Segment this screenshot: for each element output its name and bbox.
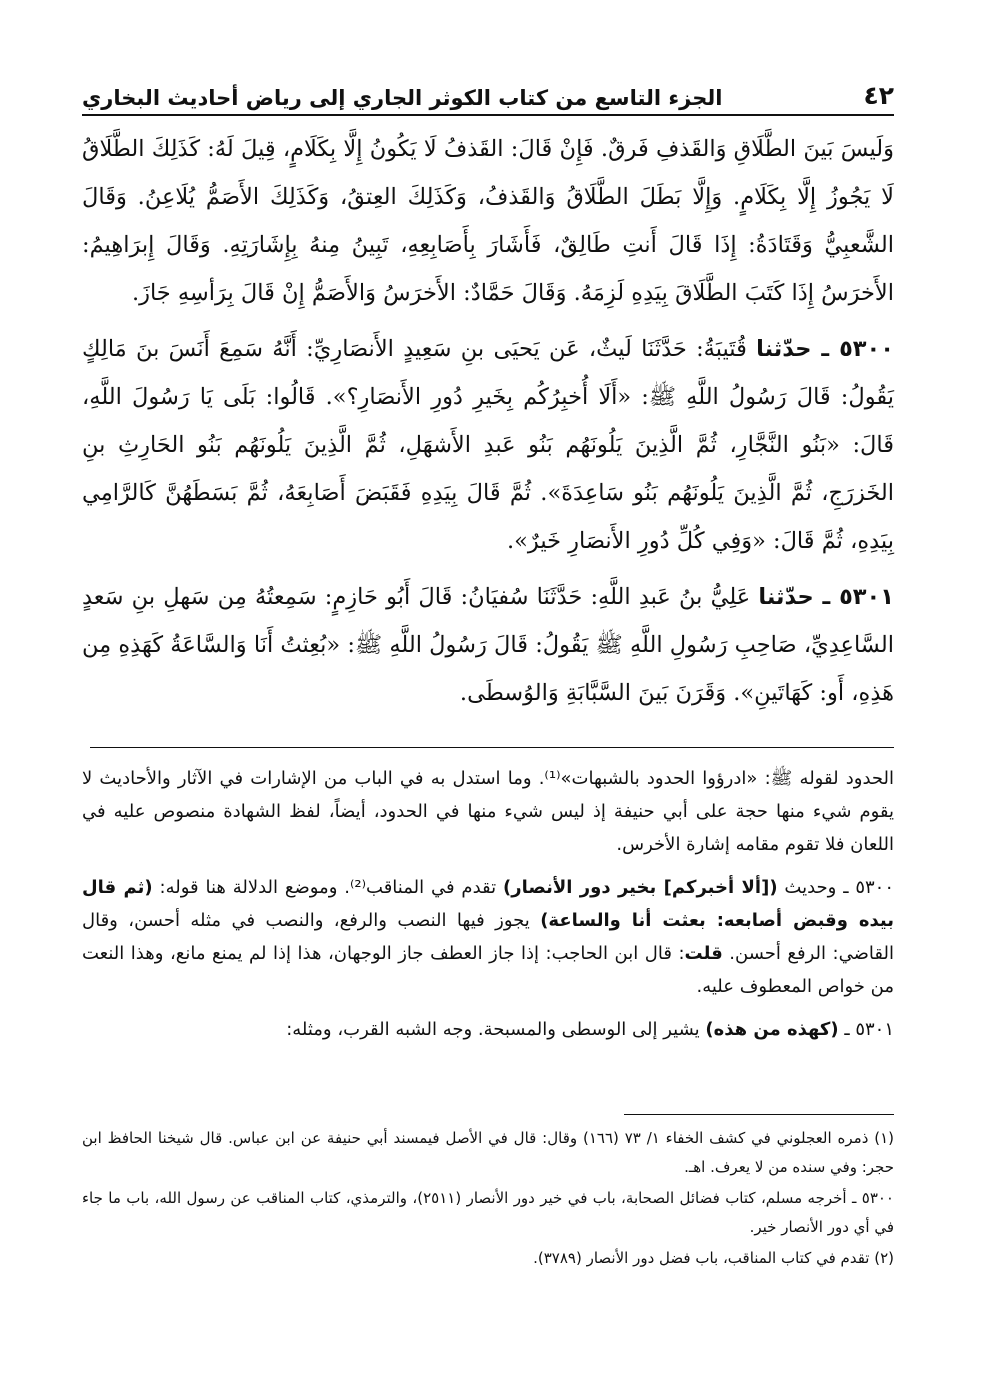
page-header <box>82 70 894 116</box>
commentary-text: يشير إلى الوسطى والمسبحة. وجه الشبه القرب، ومثله: <box>286 1019 706 1040</box>
commentary-text: تقدم في المناقب⁽²⁾. وموضع الدلالة هنا قوله: <box>152 877 503 898</box>
main-divider <box>90 747 894 748</box>
footnote: (١) ذمره العجلوني في كشف الخفاء ١/ ٧٣ (١٦٦) وقال: قال في الأصل فيمسند أبي حنيفة عن ابن عباس. قال شيخنا الحافظ ابن حجر: وفي سنده من لا يعرف. اهـ. <box>82 1129 895 1176</box>
page-number: ٤٢ <box>863 81 894 110</box>
commentary-text: يجوز فيها النصب والرفع، والنصب في مثله أحسن، وقال القاضي: الرفع أحسن. <box>82 910 894 964</box>
commentary-quote: (ثم قال بيده وقبض أصابعه: بعثت أنا والساعة) <box>82 877 894 931</box>
hadith-number: ٥٣٠٠ ـ حدّثنا <box>756 336 894 362</box>
footnote-divider <box>624 1114 894 1115</box>
commentary-paragraph <box>82 1013 894 1046</box>
hadith-number: ٥٣٠١ ـ حدّثنا <box>758 584 894 610</box>
hadith-text: عَلِيُّ بنُ عَبدِ اللَّهِ: حَدَّثَنَا سُفيَانُ: قَالَ أَبُو حَازِمٍ: سَمِعتُهُ مِن سَهلِ بنِ سَعدٍ السَّاعِدِيِّ، صَاحِبِ رَسُولِ اللَّهِ ﷺ يَقُولُ: قَالَ رَسُولُ اللَّهِ ﷺ: «بُعِثتُ أَنَا وَالسَّاعَةُ كَهَذِهِ مِن هَذِهِ، أَو: كَهَاتَينِ». وَقَرَنَ بَينَ السَّبَّابَةِ وَالوُسطَى. <box>82 584 894 706</box>
commentary-paragraph <box>82 871 894 1003</box>
hadith-5300 <box>82 325 894 565</box>
commentary-quote: (كهذه من هذه) <box>705 1019 839 1040</box>
footnote: (٢) تقدم في كتاب المناقب، باب فضل دور الأنصار (٣٧٨٩). <box>533 1249 894 1267</box>
main-text <box>82 125 894 725</box>
commentary-paragraph: الحدود لقوله ﷺ: «ادرؤوا الحدود بالشبهات»⁽¹⁾. وما استدل به في الباب من الإشارات في الآثار والأحاديث لا يقوم شيء منها حجة على أبي حنيفة إذ ليس شيء منها في الحدود، أيضاً، لفظ الشهادة منصوص عليه في اللعان فلا تقوم مقامه إشارة الأخرس. <box>82 768 894 855</box>
commentary-text: ٥٣٠٠ ـ وحديث <box>777 877 895 898</box>
running-title: الجزء التاسع من كتاب الكوثر الجاري إلى رياض أحاديث البخاري <box>82 86 723 110</box>
commentary-text: ٥٣٠١ ـ <box>838 1019 894 1040</box>
commentary <box>82 762 894 1056</box>
commentary-quote: ([ألا أخبركم] بخير دور الأنصار) <box>502 877 778 898</box>
footnote: ٥٣٠٠ ـ أخرجه مسلم، كتاب فضائل الصحابة، باب في خير دور الأنصار (٢٥١١)، والترمذي، كتاب المناقب عن رسول الله، باب ما جاء في أي دور الأنصار خير. <box>82 1189 894 1236</box>
hadith-5301 <box>82 573 894 717</box>
hadith-text: قُتَيبَةُ: حَدَّثَنَا لَيثٌ، عَن يَحيَى بنِ سَعِيدٍ الأَنصَارِيِّ: أَنَّهُ سَمِعَ أَنَسَ بنَ مَالِكٍ يَقُولُ: قَالَ رَسُولُ اللَّهِ ﷺ: «أَلَا أُخبِرُكُم بِخَيرِ دُورِ الأَنصَارِ؟». قَالُوا: بَلَى يَا رَسُولَ اللَّهِ، قَالَ: «بَنُو النَّجَّارِ، ثُمَّ الَّذِينَ يَلُونَهُم بَنُو عَبدِ الأَشهَلِ، ثُمَّ الَّذِينَ يَلُونَهُم بَنُو الحَارِثِ بنِ الخَزرَجِ، ثُمَّ الَّذِينَ يَلُونَهُم بَنُو سَاعِدَةَ». ثُمَّ قَالَ بِيَدِهِ فَقَبَضَ أَصَابِعَهُ، ثُمَّ بَسَطَهُنَّ كَالرَّامِي بِيَدِهِ، ثُمَّ قَالَ: «وَفِي كُلِّ دُورِ الأَنصَارِ خَيرٌ». <box>82 336 894 554</box>
commentary-text: : قال ابن الحاجب: إذا جاز العطف جاز الوجهان، هذا إذا لم يمنع مانع، وهذا النعت من خواص المعطوف عليه. <box>82 943 894 997</box>
commentary-keyword: قلت <box>684 943 723 964</box>
main-paragraph: وَلَيسَ بَينَ الطَّلَاقِ وَالقَذفِ فَرقٌ. فَإِنْ قَالَ: القَذفُ لَا يَكُونُ إِلَّا بِكَلَامٍ، قِيلَ لَهُ: كَذَلِكَ الطَّلَاقُ لَا يَجُوزُ إِلَّا بِكَلَامٍ. وَإِلَّا بَطَلَ الطَّلَاقُ وَالقَذفُ، وَكَذَلِكَ العِتقُ، وَكَذَلِكَ الأَصَمُّ يُلَاعِنُ. وَقَالَ الشَّعبِيُّ وَقَتَادَةُ: إِذَا قَالَ أَنتِ طَالِقٌ، فَأَشَارَ بِأَصَابِعِهِ، تَبِينُ مِنهُ بِإِشَارَتِهِ. وَقَالَ إِبرَاهِيمُ: الأَخرَسُ إِذَا كَتَبَ الطَّلَاقَ بِيَدِهِ لَزِمَهُ. وَقَالَ حَمَّادٌ: الأَخرَسُ وَالأَصَمُّ إِنْ قَالَ بِرَأسِهِ جَازَ. <box>82 136 894 306</box>
footnotes <box>82 1124 894 1275</box>
